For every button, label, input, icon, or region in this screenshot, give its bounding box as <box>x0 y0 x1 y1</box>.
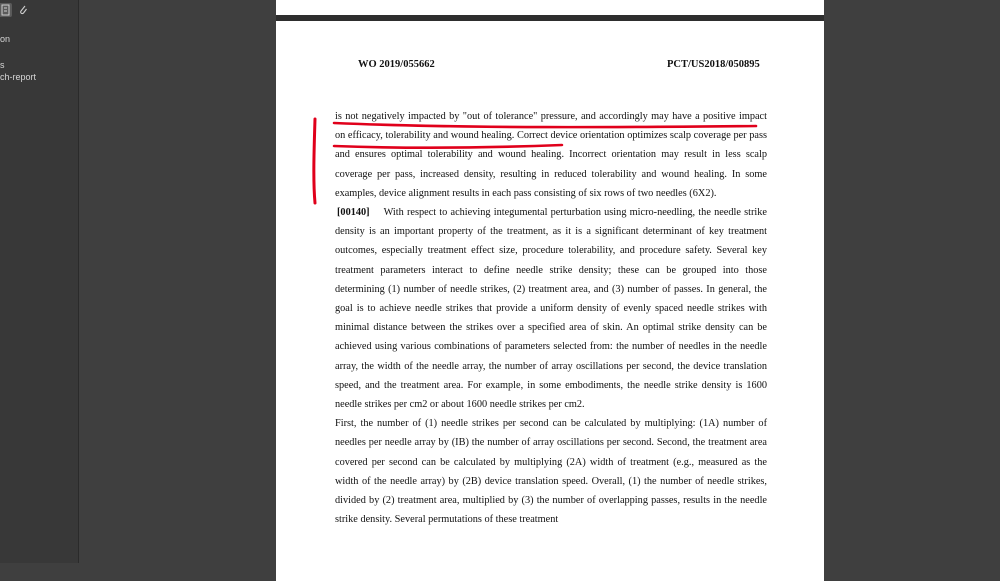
sidebar-item-3[interactable]: ch-report <box>0 72 37 82</box>
document-page <box>276 21 824 581</box>
paragraph-00140-text: With respect to achieving integumental perturbation using micro-needling, the needle strike density is an important property of the treatment, as it is a significant determinant of key treatment outcomes, especially treatment effect size, procedure tolerability, and procedure safety. Several key treatment parameters interact to define needle strike density; these can be grouped into those determining (1) number of needle strikes, (2) treatment area, and (3) number of passes. In general, the goal is to achieve needle strikes that provide a uniform density of evenly spaced needle strikes with minimal distance between the strikes over a specified area of skin. An optimal strike density can be achieved using various combinations of parameters selected from: the number of needles in the needle array, the width of the needle array, the number of array oscillations per second, the device translation speed, and the treatment area. For example, in some embodiments, the needle strike density is 1600 needle strikes per cm2 or about 1600 needle strikes per cm2. <box>335 207 767 411</box>
publication-number: WO 2019/055662 <box>358 59 435 70</box>
application-number: PCT/US2018/050895 <box>667 59 760 70</box>
sidebar-item-2[interactable]: s <box>0 60 5 70</box>
sidebar-tabs <box>0 3 40 17</box>
attachments-tab[interactable] <box>16 3 30 17</box>
annotation-margin-line <box>314 119 315 203</box>
document-viewer[interactable] <box>79 0 1000 563</box>
paragraph-number: [00140] <box>337 207 370 219</box>
paragraph-3: First, the number of (1) needle strikes per second can be calculated by multiplying: (1A) number of needles per needle array by (IB) the number of array oscillations per second. Second, the treatment area covered per second can be calculated by multiplying (2A) width of treatment (e.g., measured as the width of the needle array) by (2B) device translation speed. Overall, (1) the number of needle strikes, divided by (2) treatment area, multiplied by (3) the number of overlapping passes, results in the needle strike density. Several permutations of these treatment <box>335 418 767 526</box>
paragraph-00140 <box>335 203 767 414</box>
paperclip-icon <box>16 3 30 17</box>
paragraph-1-rest: Correct device orientation optimizes scalp coverage per pass and ensures optimal tolerability and wound healing. Incorrect orientation may result in less scalp coverage per pass, increased density, resulting in reduced tolerability and wound healing. In some examples, device alignment results in each pass consisting of six rows of two needles (6X2). <box>335 130 767 199</box>
sidebar-panel <box>0 0 79 563</box>
thumbnails-tab[interactable] <box>0 3 12 17</box>
sidebar-item-1[interactable]: on <box>0 34 11 44</box>
document-body <box>335 107 767 529</box>
highlighted-text: is not negatively impacted by "out of tolerance" pressure, and accordingly may have a positive impact on efficacy, tolerability and wound healing. <box>335 111 767 142</box>
page-thumbnail-icon <box>0 3 12 17</box>
previous-page <box>276 0 824 15</box>
paragraph-1 <box>335 107 767 203</box>
